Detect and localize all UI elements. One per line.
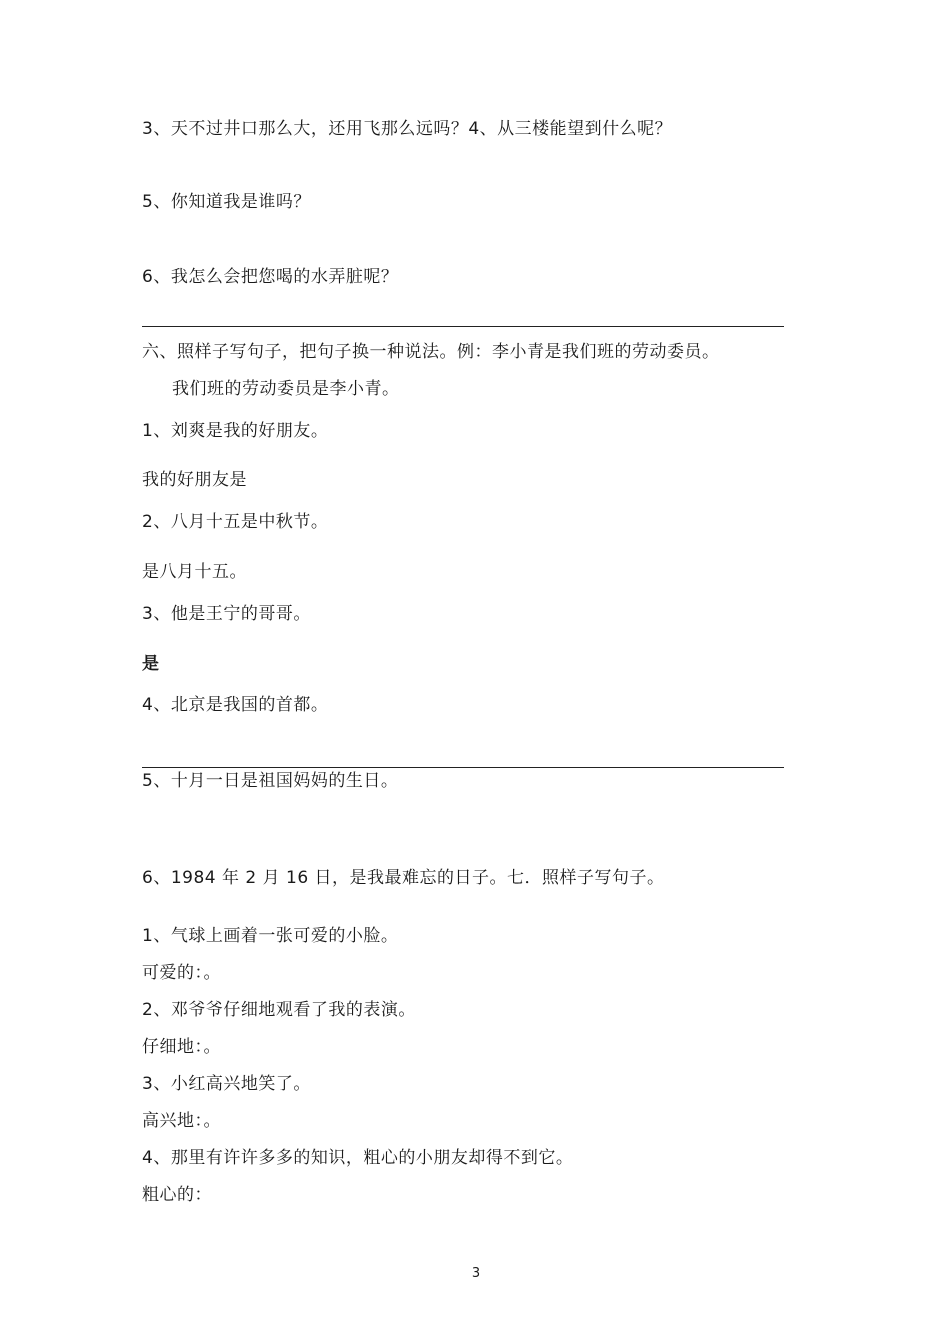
question-6-4: 4、北京是我国的首都。 [142, 695, 329, 715]
question-6-5: 5、十月一日是祖国妈妈的生日。 [142, 771, 399, 791]
question-7-4: 4、那里有许许多多的知识，粗心的小朋友却得不到它。 [142, 1148, 574, 1168]
section-6-example-answer: 我们班的劳动委员是李小青。 [172, 379, 400, 399]
question-7-3: 3、小红高兴地笑了。 [142, 1074, 311, 1094]
question-7-2: 2、邓爷爷仔细地观看了我的表演。 [142, 1000, 416, 1020]
question-7-4-word: 粗心的： [142, 1185, 212, 1205]
section-6-heading: 六、照样子写句子，把句子换一种说法。例：李小青是我们班的劳动委员。 [142, 342, 720, 362]
question-5-6: 6、我怎么会把您喝的水弄脏呢？ [142, 267, 399, 287]
answer-line [142, 326, 784, 327]
answer-line [142, 767, 784, 768]
question-6-2: 2、八月十五是中秋节。 [142, 512, 329, 532]
question-5-5: 5、你知道我是谁吗？ [142, 192, 311, 212]
question-6-6-and-section-7-heading: 6、1984 年 2 月 16 日，是我最难忘的日子。七．照样子写句子。 [142, 868, 665, 888]
question-6-1: 1、刘爽是我的好朋友。 [142, 421, 329, 441]
question-7-3-word: 高兴地：。 [142, 1111, 221, 1131]
question-7-2-word: 仔细地：。 [142, 1037, 221, 1057]
question-6-3-answer: 是 [142, 654, 160, 674]
question-7-1: 1、气球上画着一张可爱的小脸。 [142, 926, 399, 946]
question-6-2-answer: 是八月十五。 [142, 562, 247, 582]
question-6-3: 3、他是王宁的哥哥。 [142, 604, 311, 624]
question-7-1-word: 可爱的：。 [142, 963, 221, 983]
page-number: 3 [471, 1266, 481, 1281]
question-6-1-answer: 我的好朋友是 [142, 470, 247, 490]
question-5-3-and-5-4: 3、天不过井口那么大，还用飞那么远吗？4、从三楼能望到什么呢？ [142, 119, 673, 139]
